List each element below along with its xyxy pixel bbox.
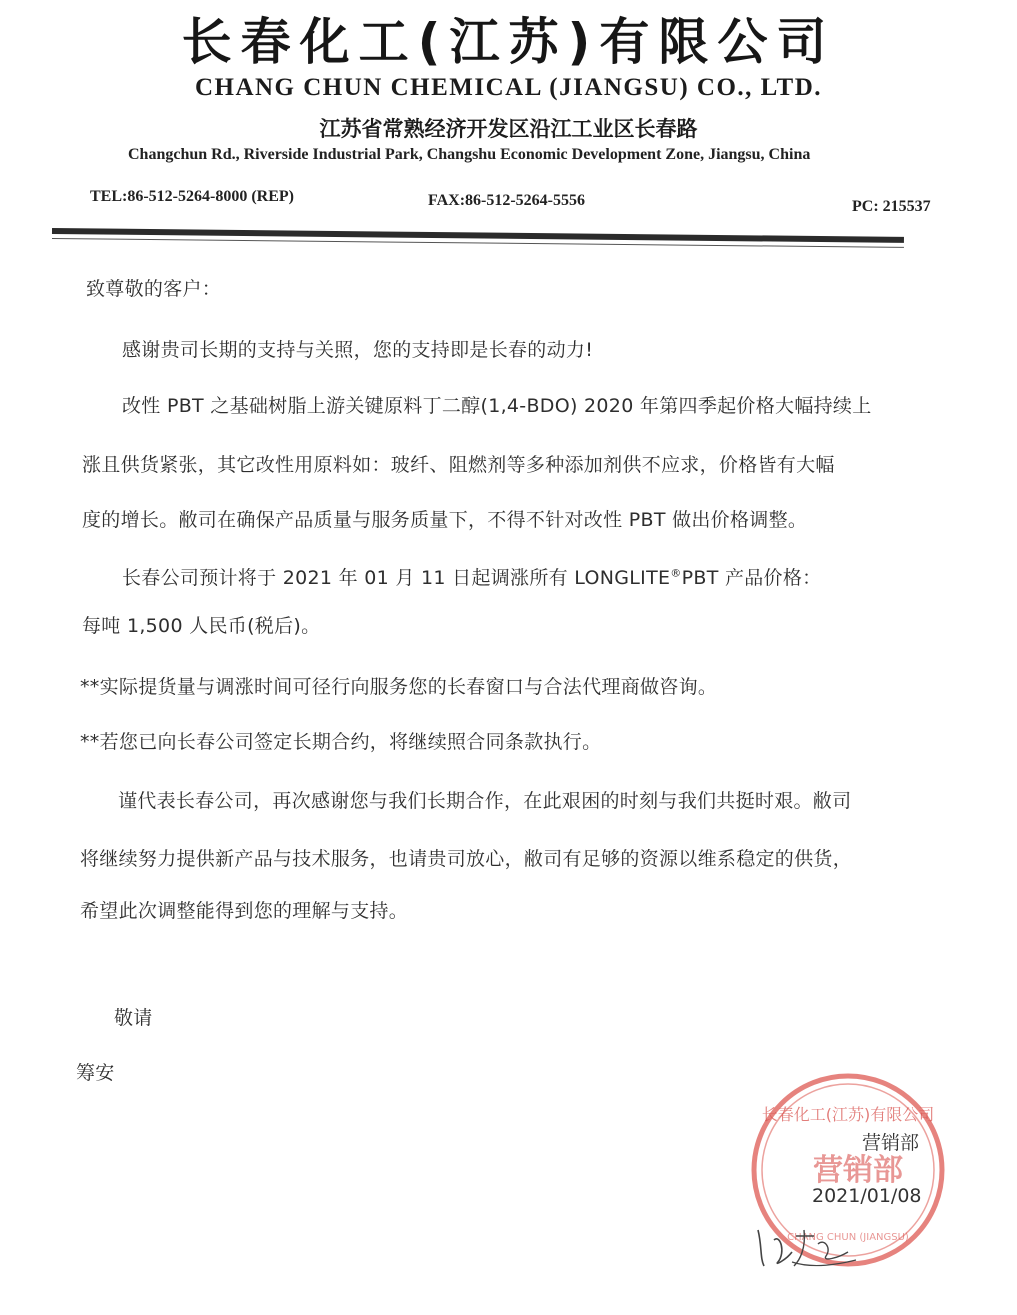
paragraph-thanks: 感谢贵司长期的支持与关照，您的支持即是长春的动力! bbox=[122, 339, 594, 361]
svg-text:营销部: 营销部 bbox=[813, 1153, 903, 1188]
signature-department: 营销部 bbox=[862, 1132, 920, 1154]
note-long-term-contract: **若您已向长春公司签定长期合约，将继续照合同条款执行。 bbox=[80, 731, 602, 753]
salutation: 致尊敬的客户： bbox=[86, 278, 222, 300]
fax-number: FAX:86-512-5264-5556 bbox=[428, 192, 586, 209]
paragraph-price-reason-line-2: 涨且供货紧张，其它改性用原料如：玻纤、阻燃剂等多种添加剂供不应求，价格皆有大幅 bbox=[82, 454, 835, 476]
address-cn: 江苏省常熟经济开发区沿江工业区长春路 bbox=[319, 117, 698, 141]
company-name-cn: 长春化工(江苏)有限公司 bbox=[181, 13, 836, 71]
registered-mark: ® bbox=[670, 566, 682, 580]
svg-text:CHANG CHUN (JIANGSU): CHANG CHUN (JIANGSU) bbox=[787, 1232, 909, 1243]
svg-text:长春化工(江苏)有限公司: 长春化工(江苏)有限公司 bbox=[761, 1105, 935, 1124]
paragraph-closing-line-3: 希望此次调整能得到您的理解与支持。 bbox=[80, 900, 409, 922]
address-en: Changchun Rd., Riverside Industrial Park, Changshu Economic Development Zone, Jiangsu, China bbox=[128, 146, 811, 163]
paragraph-price-increase-line-2: 每吨 1,500 人民币(税后)。 bbox=[82, 615, 321, 637]
paragraph-price-reason-line-1: 改性 PBT 之基础树脂上游关键原料丁二醇(1,4-BDO) 2020 年第四季起价格大幅持续上 bbox=[122, 395, 872, 417]
price-increase-text: 长春公司预计将于 2021 年 01 月 11 日起调涨所有 LONGLITE bbox=[122, 567, 671, 589]
paragraph-closing-line-1: 谨代表长春公司，再次感谢您与我们长期合作，在此艰困的时刻与我们共挺时艰。敝司 bbox=[118, 790, 852, 812]
company-name-en: CHANG CHUN CHEMICAL (JIANGSU) CO., LTD. bbox=[194, 74, 823, 101]
closing-respectfully: 敬请 bbox=[114, 1007, 153, 1029]
paragraph-closing-line-2: 将继续努力提供新产品与技术服务，也请贵司放心，敝司有足够的资源以维系稳定的供货， bbox=[80, 848, 853, 870]
closing-regards: 筹安 bbox=[76, 1062, 115, 1084]
price-increase-text-tail: PBT 产品价格： bbox=[681, 567, 822, 589]
postal-code: PC: 215537 bbox=[852, 198, 931, 215]
paragraph-price-increase-line-1 bbox=[122, 563, 821, 590]
paragraph-price-reason-line-3: 度的增长。敝司在确保产品质量与服务质量下，不得不针对改性 PBT 做出价格调整。 bbox=[82, 509, 808, 531]
header-divider bbox=[52, 228, 904, 243]
handwritten-signature-icon bbox=[752, 1222, 862, 1272]
note-consultation: **实际提货量与调涨时间可径行向服务您的长春窗口与合法代理商做咨询。 bbox=[80, 676, 718, 698]
tel-number: TEL:86-512-5264-8000 (REP) bbox=[90, 188, 294, 205]
signature-date: 2021/01/08 bbox=[812, 1185, 922, 1207]
